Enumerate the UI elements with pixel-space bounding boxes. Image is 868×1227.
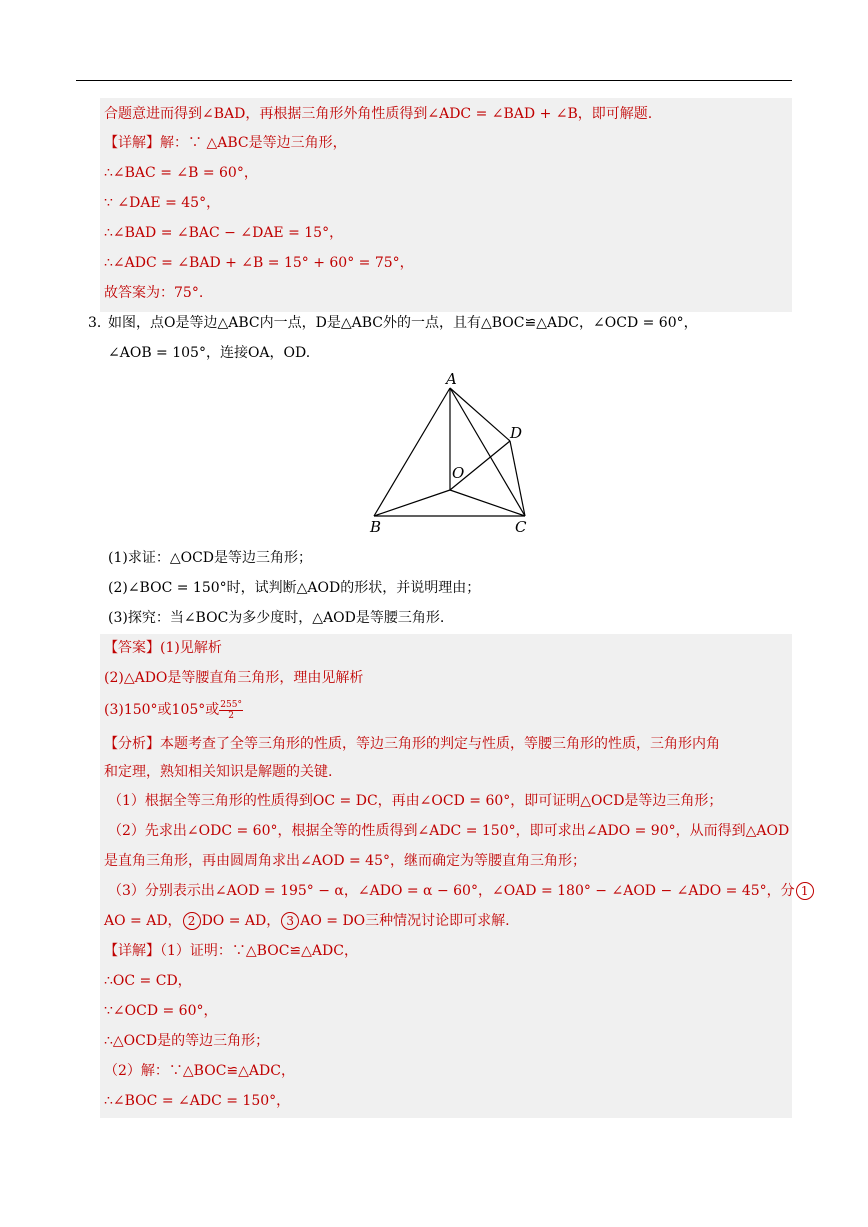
header-rule xyxy=(76,80,792,81)
analysis-1 xyxy=(104,732,720,756)
segment-AB xyxy=(374,388,450,516)
question-part-1: (1)求证：△OCD是等边三角形； xyxy=(108,550,313,566)
analysis-6-text: （3）分别表示出∠AOD = 195° − α，∠ADO = α − 60°，∠OAD = 180° − ∠AOD − ∠ADO = 45°，分 xyxy=(108,883,795,899)
question-part-3: (3)探究：当∠BOC为多少度时，△AOD是等腰三角形. xyxy=(108,610,445,626)
answer-tag: 【答案】 xyxy=(104,640,160,656)
detail-6: ∴∠BOC = ∠ADC = 150°， xyxy=(104,1093,291,1109)
prev-step-1: ∴∠BAC = ∠B = 60°， xyxy=(104,165,258,181)
answer-1 xyxy=(104,636,222,660)
prev-step-2: ∵ ∠DAE = 45°， xyxy=(104,195,221,211)
analysis-7 xyxy=(104,909,510,933)
analysis-5: 是直角三角形，再由圆周角求出∠AOD = 45°，继而确定为等腰直角三角形； xyxy=(104,853,586,869)
question-text-2: ∠AOB = 105°，连接OA，OD. xyxy=(108,345,311,361)
prev-step-4: ∴∠ADC = ∠BAD + ∠B = 15° + 60° = 75°， xyxy=(104,255,414,271)
segment-BO xyxy=(374,490,450,516)
label-C: C xyxy=(515,518,527,536)
label-A: A xyxy=(446,370,457,388)
detail-2: ∴OC = CD， xyxy=(104,973,192,989)
answer-3-prefix: (3)150°或105°或 xyxy=(104,702,220,718)
label-B: B xyxy=(370,518,382,536)
detail-tag: 【详解】 xyxy=(104,135,160,151)
fraction-denominator: 2 xyxy=(228,710,234,721)
case-1-text: AO = AD， xyxy=(104,913,182,929)
circled-number-3: 3 xyxy=(281,912,299,930)
answer-2: (2)△ADO是等腰直角三角形，理由见解析 xyxy=(104,670,364,686)
question-text-1: 如图，点O是等边△ABC内一点，D是△ABC外的一点，且有△BOC≌△ADC，∠OCD = 60°， xyxy=(108,315,698,331)
prev-line-1: 合题意进而得到∠BAD，再根据三角形外角性质得到∠ADC = ∠BAD + ∠B，即可解题. xyxy=(104,106,653,122)
segment-DC xyxy=(510,441,525,516)
detail-1-text: （1）证明：∵△BOC≌△ADC， xyxy=(160,943,358,959)
segment-OC xyxy=(450,490,525,516)
answer-1-text: (1)见解析 xyxy=(160,640,222,656)
detail-text: 解：∵ △ABC是等边三角形， xyxy=(160,135,347,151)
label-O: O xyxy=(452,464,465,482)
case-3-text: AO = DO三种情况讨论即可求解. xyxy=(300,913,510,929)
question-number: 3． xyxy=(88,315,111,331)
detail-4: ∴△OCD是的等边三角形； xyxy=(104,1033,270,1049)
analysis-1-text: 本题考查了全等三角形的性质，等边三角形的判定与性质，等腰三角形的性质，三角形内角 xyxy=(160,736,720,752)
analysis-6 xyxy=(108,879,815,903)
detail-5: （2）解：∵△BOC≌△ADC， xyxy=(104,1063,295,1079)
detail-1 xyxy=(104,939,358,963)
circled-number-1: 1 xyxy=(796,882,814,900)
segment-AC xyxy=(450,388,525,516)
fraction-numerator: 255° xyxy=(220,699,242,710)
prev-step-3: ∴∠BAD = ∠BAC − ∠DAE = 15°， xyxy=(104,225,344,241)
analysis-tag: 【分析】 xyxy=(104,736,160,752)
analysis-4: （2）先求出∠ODC = 60°，根据全等的性质得到∠ADC = 150°，即可求出∠ADO = 90°，从而得到△AOD xyxy=(108,823,790,839)
analysis-3: （1）根据全等三角形的性质得到OC = DC，再由∠OCD = 60°，即可证明△OCD是等边三角形； xyxy=(108,793,723,809)
prev-answer: 故答案为：75°. xyxy=(104,285,204,301)
question-part-2: (2)∠BOC = 150°时，试判断△AOD的形状，并说明理由； xyxy=(108,580,481,596)
segment-AD xyxy=(450,388,510,441)
answer-3 xyxy=(104,698,243,722)
case-2-text: DO = AD， xyxy=(201,913,281,929)
geometry-figure xyxy=(360,366,540,538)
detail-tag-2: 【详解】 xyxy=(104,943,160,959)
label-D: D xyxy=(510,424,523,442)
prev-detail xyxy=(104,131,347,155)
detail-3: ∵∠OCD = 60°， xyxy=(104,1003,218,1019)
circled-number-2: 2 xyxy=(183,912,201,930)
analysis-2: 和定理，熟知相关知识是解题的关键. xyxy=(104,764,333,780)
answer-3-fraction xyxy=(219,700,243,721)
